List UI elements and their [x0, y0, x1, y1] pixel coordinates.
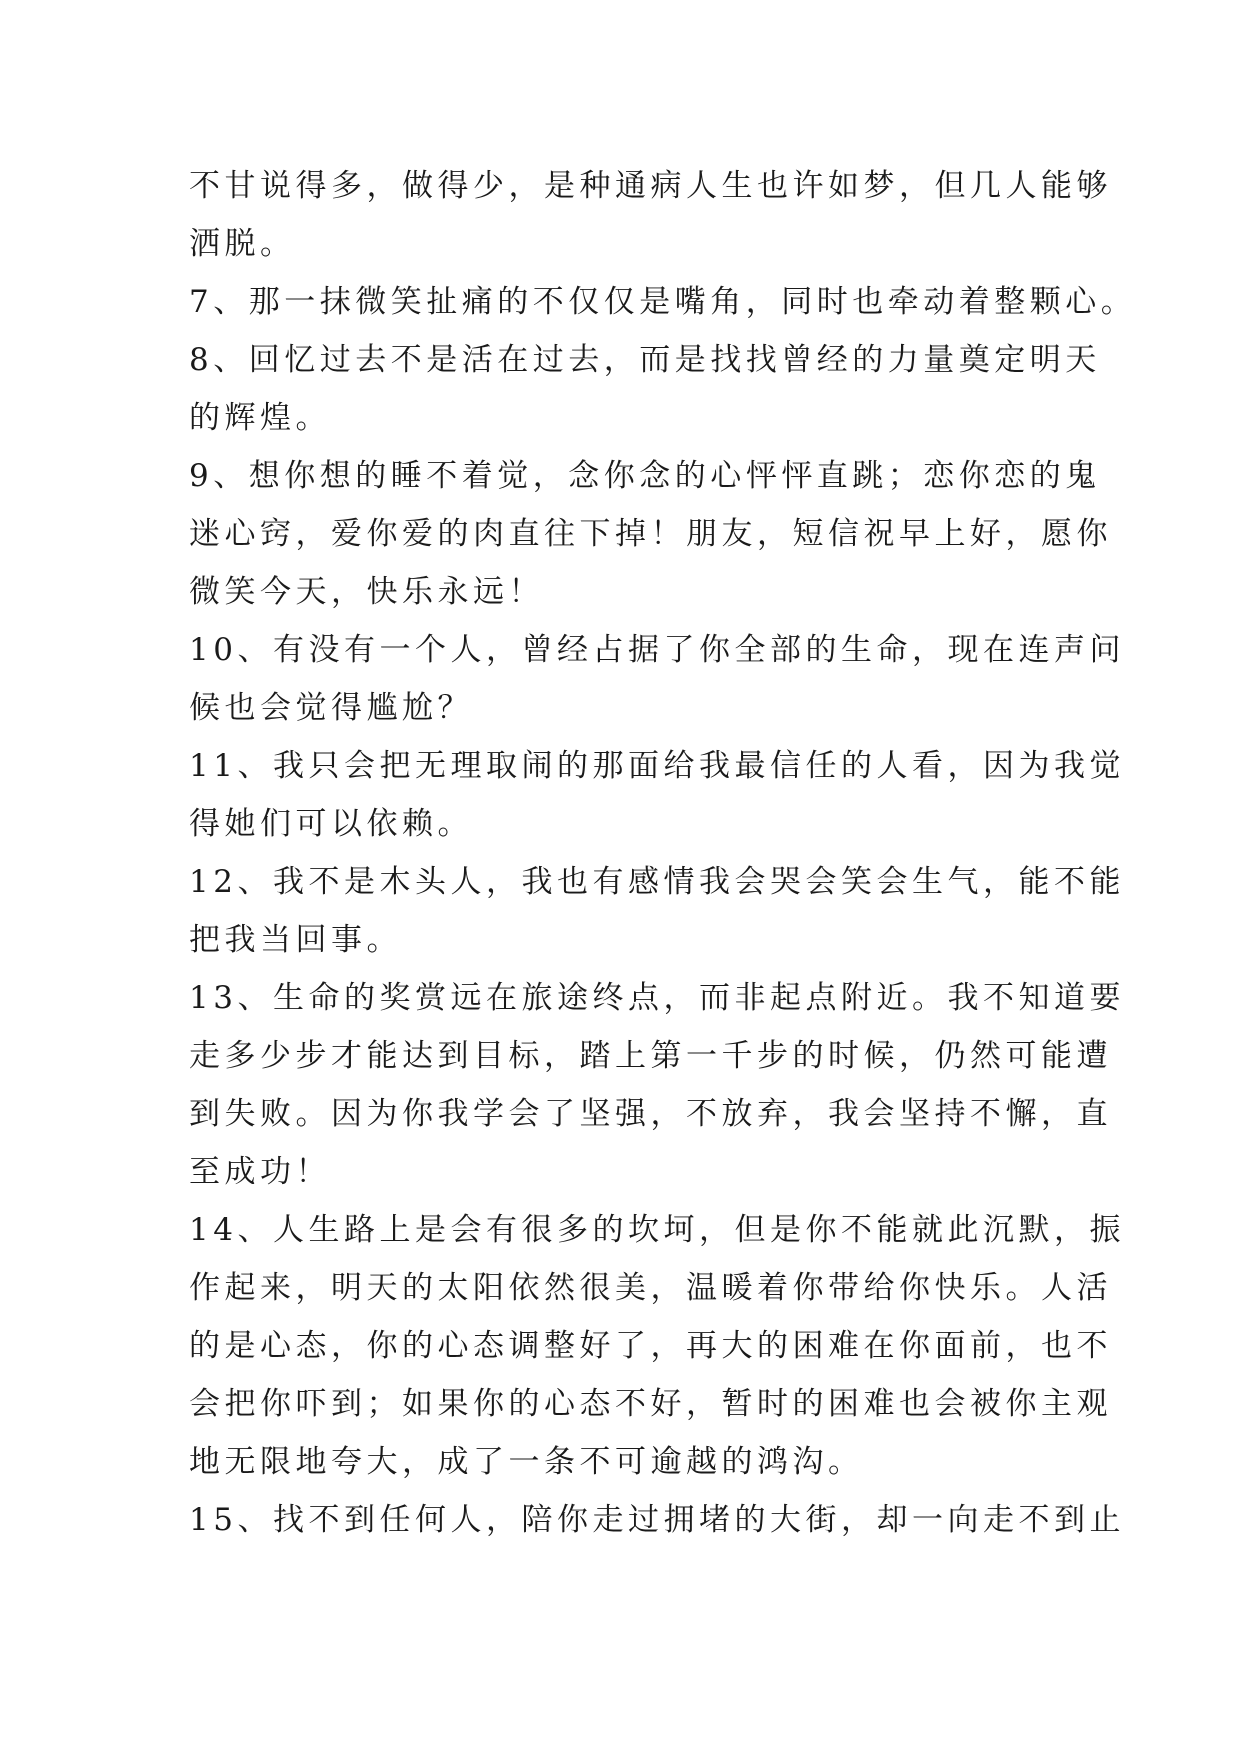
text-line: 作起来，明天的太阳依然很美，温暖着你带给你快乐。人活 [189, 1270, 1112, 1306]
text-line: 迷心窍，爱你爱的肉直往下掉！朋友，短信祝早上好，愿你 [189, 516, 1112, 552]
text-line: 至成功！ [189, 1154, 331, 1190]
text-line: 到失败。因为你我学会了坚强，不放弃，我会坚持不懈，直 [189, 1096, 1112, 1132]
text-line: 13、生命的奖赏远在旅途终点，而非起点附近。我不知道要 [189, 980, 1125, 1016]
text-line: 8、回忆过去不是活在过去，而是找找曾经的力量奠定明天 [189, 342, 1101, 378]
text-line: 地无限地夸大，成了一条不可逾越的鸿沟。 [189, 1444, 864, 1480]
text-line: 的是心态，你的心态调整好了，再大的困难在你面前，也不 [189, 1328, 1112, 1364]
text-line: 候也会觉得尴尬？ [189, 690, 473, 726]
text-line: 9、想你想的睡不着觉，念你念的心怦怦直跳；恋你恋的鬼 [189, 458, 1101, 494]
text-line: 把我当回事。 [189, 922, 402, 958]
text-line: 14、人生路上是会有很多的坎坷，但是你不能就此沉默，振 [189, 1212, 1125, 1248]
text-line: 得她们可以依赖。 [189, 806, 473, 842]
text-line: 15、找不到任何人，陪你走过拥堵的大街，却一向走不到止 [189, 1502, 1125, 1538]
text-line: 10、有没有一个人，曾经占据了你全部的生命，现在连声问 [189, 632, 1125, 668]
text-line: 微笑今天，快乐永远！ [189, 574, 544, 610]
text-line: 走多少步才能达到目标，踏上第一千步的时候，仍然可能遭 [189, 1038, 1112, 1074]
text-line: 12、我不是木头人，我也有感情我会哭会笑会生气，能不能 [189, 864, 1125, 900]
text-line: 11、我只会把无理取闹的那面给我最信任的人看，因为我觉 [189, 748, 1125, 784]
text-line: 不甘说得多，做得少，是种通病人生也许如梦，但几人能够 [189, 168, 1112, 204]
document-body [189, 157, 1137, 1549]
text-line: 洒脱。 [189, 226, 296, 262]
text-line: 7、那一抹微笑扯痛的不仅仅是嘴角，同时也牵动着整颗心。 [189, 284, 1137, 320]
text-line: 的辉煌。 [189, 400, 331, 436]
text-line: 会把你吓到；如果你的心态不好，暂时的困难也会被你主观 [189, 1386, 1112, 1422]
